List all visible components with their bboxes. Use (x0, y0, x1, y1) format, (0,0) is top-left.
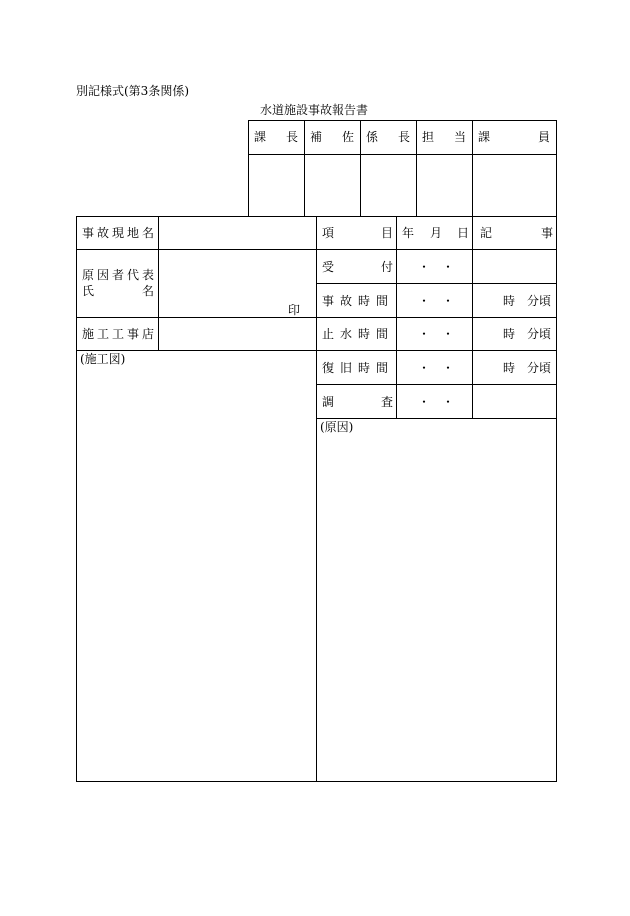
header-item-2: 目 (381, 226, 394, 240)
location-label: 事故現地名 (82, 226, 158, 240)
form-style-label: 別記様式(第3条関係) (76, 84, 189, 98)
row-restore-time-label: 復旧時間 (322, 361, 395, 375)
header-note-2: 事 (541, 226, 554, 240)
row-restore-time-hour: 時 (503, 361, 516, 375)
approval-tantou-2: 当 (454, 130, 467, 144)
row-stop-water-time-label: 止水時間 (322, 327, 395, 341)
seal-mark: 印 (288, 303, 301, 317)
row-stop-water-time-minute: 分頃 (527, 327, 552, 341)
approval-tantou-1: 担 (422, 130, 435, 144)
row-restore-time-minute: 分頃 (527, 361, 552, 375)
cause-rep-name-label-1: 氏 (82, 284, 95, 298)
header-date-month: 月 (430, 226, 443, 240)
row-stop-water-time-date: ・ ・ (418, 327, 455, 341)
row-accident-time-label: 事故時間 (322, 294, 395, 308)
row-restore-time-date: ・ ・ (418, 361, 455, 375)
row-reception-label-2: 付 (381, 260, 394, 274)
row-accident-time-hour: 時 (503, 294, 516, 308)
drawing-label: (施工図) (80, 352, 126, 366)
approval-kachou-1: 課 (254, 130, 267, 144)
cause-rep-name-label-2: 名 (142, 284, 155, 298)
approval-hosa-1: 補 (310, 130, 323, 144)
contractor-label: 施工工事店 (82, 327, 158, 341)
row-reception-date: ・ ・ (418, 260, 455, 274)
approval-kakarichou-1: 係 (366, 130, 379, 144)
row-survey-label-1: 調 (322, 395, 335, 409)
row-survey-date: ・ ・ (418, 395, 455, 409)
row-reception-label-1: 受 (322, 260, 335, 274)
row-stop-water-time-hour: 時 (503, 327, 516, 341)
row-survey-label-2: 査 (381, 395, 394, 409)
header-date-day: 日 (457, 226, 470, 240)
approval-kachou-2: 長 (286, 130, 299, 144)
row-accident-time-minute: 分頃 (527, 294, 552, 308)
header-item-1: 項 (322, 226, 335, 240)
cause-rep-label: 原因者代表 (82, 268, 158, 282)
approval-kakarichou-2: 長 (398, 130, 411, 144)
approval-kain-2: 員 (538, 130, 551, 144)
header-note-1: 記 (480, 226, 493, 240)
header-date-year: 年 (402, 226, 415, 240)
row-accident-time-date: ・ ・ (418, 294, 455, 308)
cause-label: (原因) (320, 420, 354, 434)
approval-hosa-2: 佐 (342, 130, 355, 144)
form-title: 水道施設事故報告書 (260, 103, 369, 117)
approval-kain-1: 課 (478, 130, 491, 144)
